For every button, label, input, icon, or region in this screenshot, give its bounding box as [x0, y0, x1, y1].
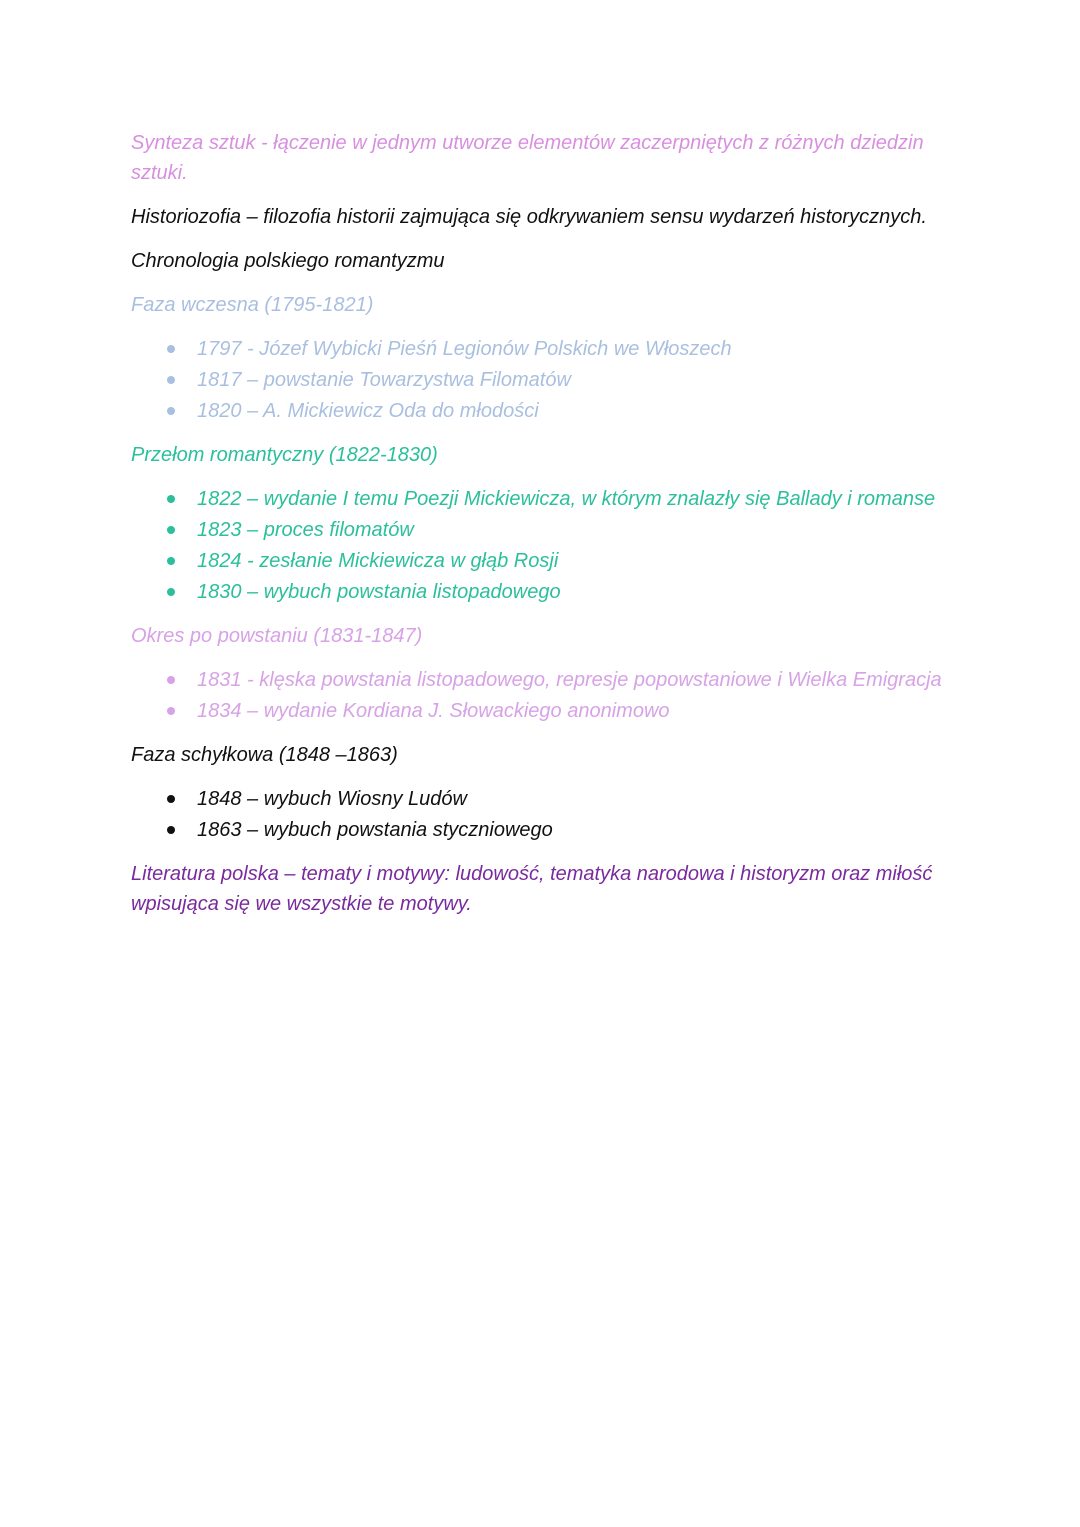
bullet-icon	[167, 526, 175, 534]
list-item-text: 1863 – wybuch powstania styczniowego	[197, 819, 553, 841]
list-item-text: 1817 – powstanie Towarzystwa Filomatów	[197, 369, 571, 391]
bullet-icon	[167, 795, 175, 803]
list-item-text: 1848 – wybuch Wiosny Ludów	[197, 788, 467, 810]
section-title-faza-wczesna: Faza wczesna (1795-1821)	[131, 294, 374, 316]
bullet-icon	[167, 588, 175, 596]
list-item	[131, 396, 951, 426]
list-item-text: 1797 - Józef Wybicki Pieśń Legionów Polskich we Włoszech	[197, 338, 732, 360]
list-item	[131, 334, 951, 364]
section-title-przelom-romantyczny: Przełom romantyczny (1822-1830)	[131, 444, 438, 466]
list-item-text: 1834 – wydanie Kordiana J. Słowackiego anonimowo	[197, 700, 670, 722]
list-item	[131, 696, 951, 726]
bullet-icon	[167, 407, 175, 415]
document-page	[131, 128, 951, 933]
list-item-text: 1822 – wydanie I temu Poezji Mickiewicza, w którym znalazły się Ballady i romanse	[197, 488, 936, 510]
list-item	[131, 365, 951, 395]
timeline-list-okres-po-powstaniu	[131, 665, 951, 726]
list-item	[131, 515, 951, 545]
bullet-icon	[167, 376, 175, 384]
list-item	[131, 546, 951, 576]
list-item	[131, 577, 951, 607]
literatura-summary: Literatura polska – tematy i motywy: ludowość, tematyka narodowa i historyzm oraz miłość wpisująca się we wszystkie te motywy.	[131, 863, 933, 915]
timeline-list-faza-schylkowa	[131, 784, 951, 845]
list-item	[131, 665, 951, 695]
bullet-icon	[167, 495, 175, 503]
timeline-list-przelom-romantyczny	[131, 484, 951, 607]
list-item	[131, 815, 951, 845]
bullet-icon	[167, 707, 175, 715]
historiozofia-definition: Historiozofia – filozofia historii zajmująca się odkrywaniem sensu wydarzeń historycznych.	[131, 206, 927, 228]
chronologia-title: Chronologia polskiego romantyzmu	[131, 250, 445, 272]
list-item-text: 1830 – wybuch powstania listopadowego	[197, 581, 561, 603]
synteza-definition: Synteza sztuk - łączenie w jednym utworze elementów zaczerpniętych z różnych dziedzin sztuki.	[131, 132, 924, 184]
bullet-icon	[167, 345, 175, 353]
bullet-icon	[167, 557, 175, 565]
list-item-text: 1820 – A. Mickiewicz Oda do młodości	[197, 400, 539, 422]
section-title-faza-schylkowa: Faza schyłkowa (1848 –1863)	[131, 744, 398, 766]
bullet-icon	[167, 676, 175, 684]
list-item	[131, 784, 951, 814]
section-title-okres-po-powstaniu: Okres po powstaniu (1831-1847)	[131, 625, 423, 647]
list-item	[131, 484, 951, 514]
list-item-text: 1824 - zesłanie Mickiewicza w głąb Rosji	[197, 550, 559, 572]
list-item-text: 1823 – proces filomatów	[197, 519, 414, 541]
timeline-list-faza-wczesna	[131, 334, 951, 426]
list-item-text: 1831 - klęska powstania listopadowego, represje popowstaniowe i Wielka Emigracja	[197, 669, 942, 691]
bullet-icon	[167, 826, 175, 834]
